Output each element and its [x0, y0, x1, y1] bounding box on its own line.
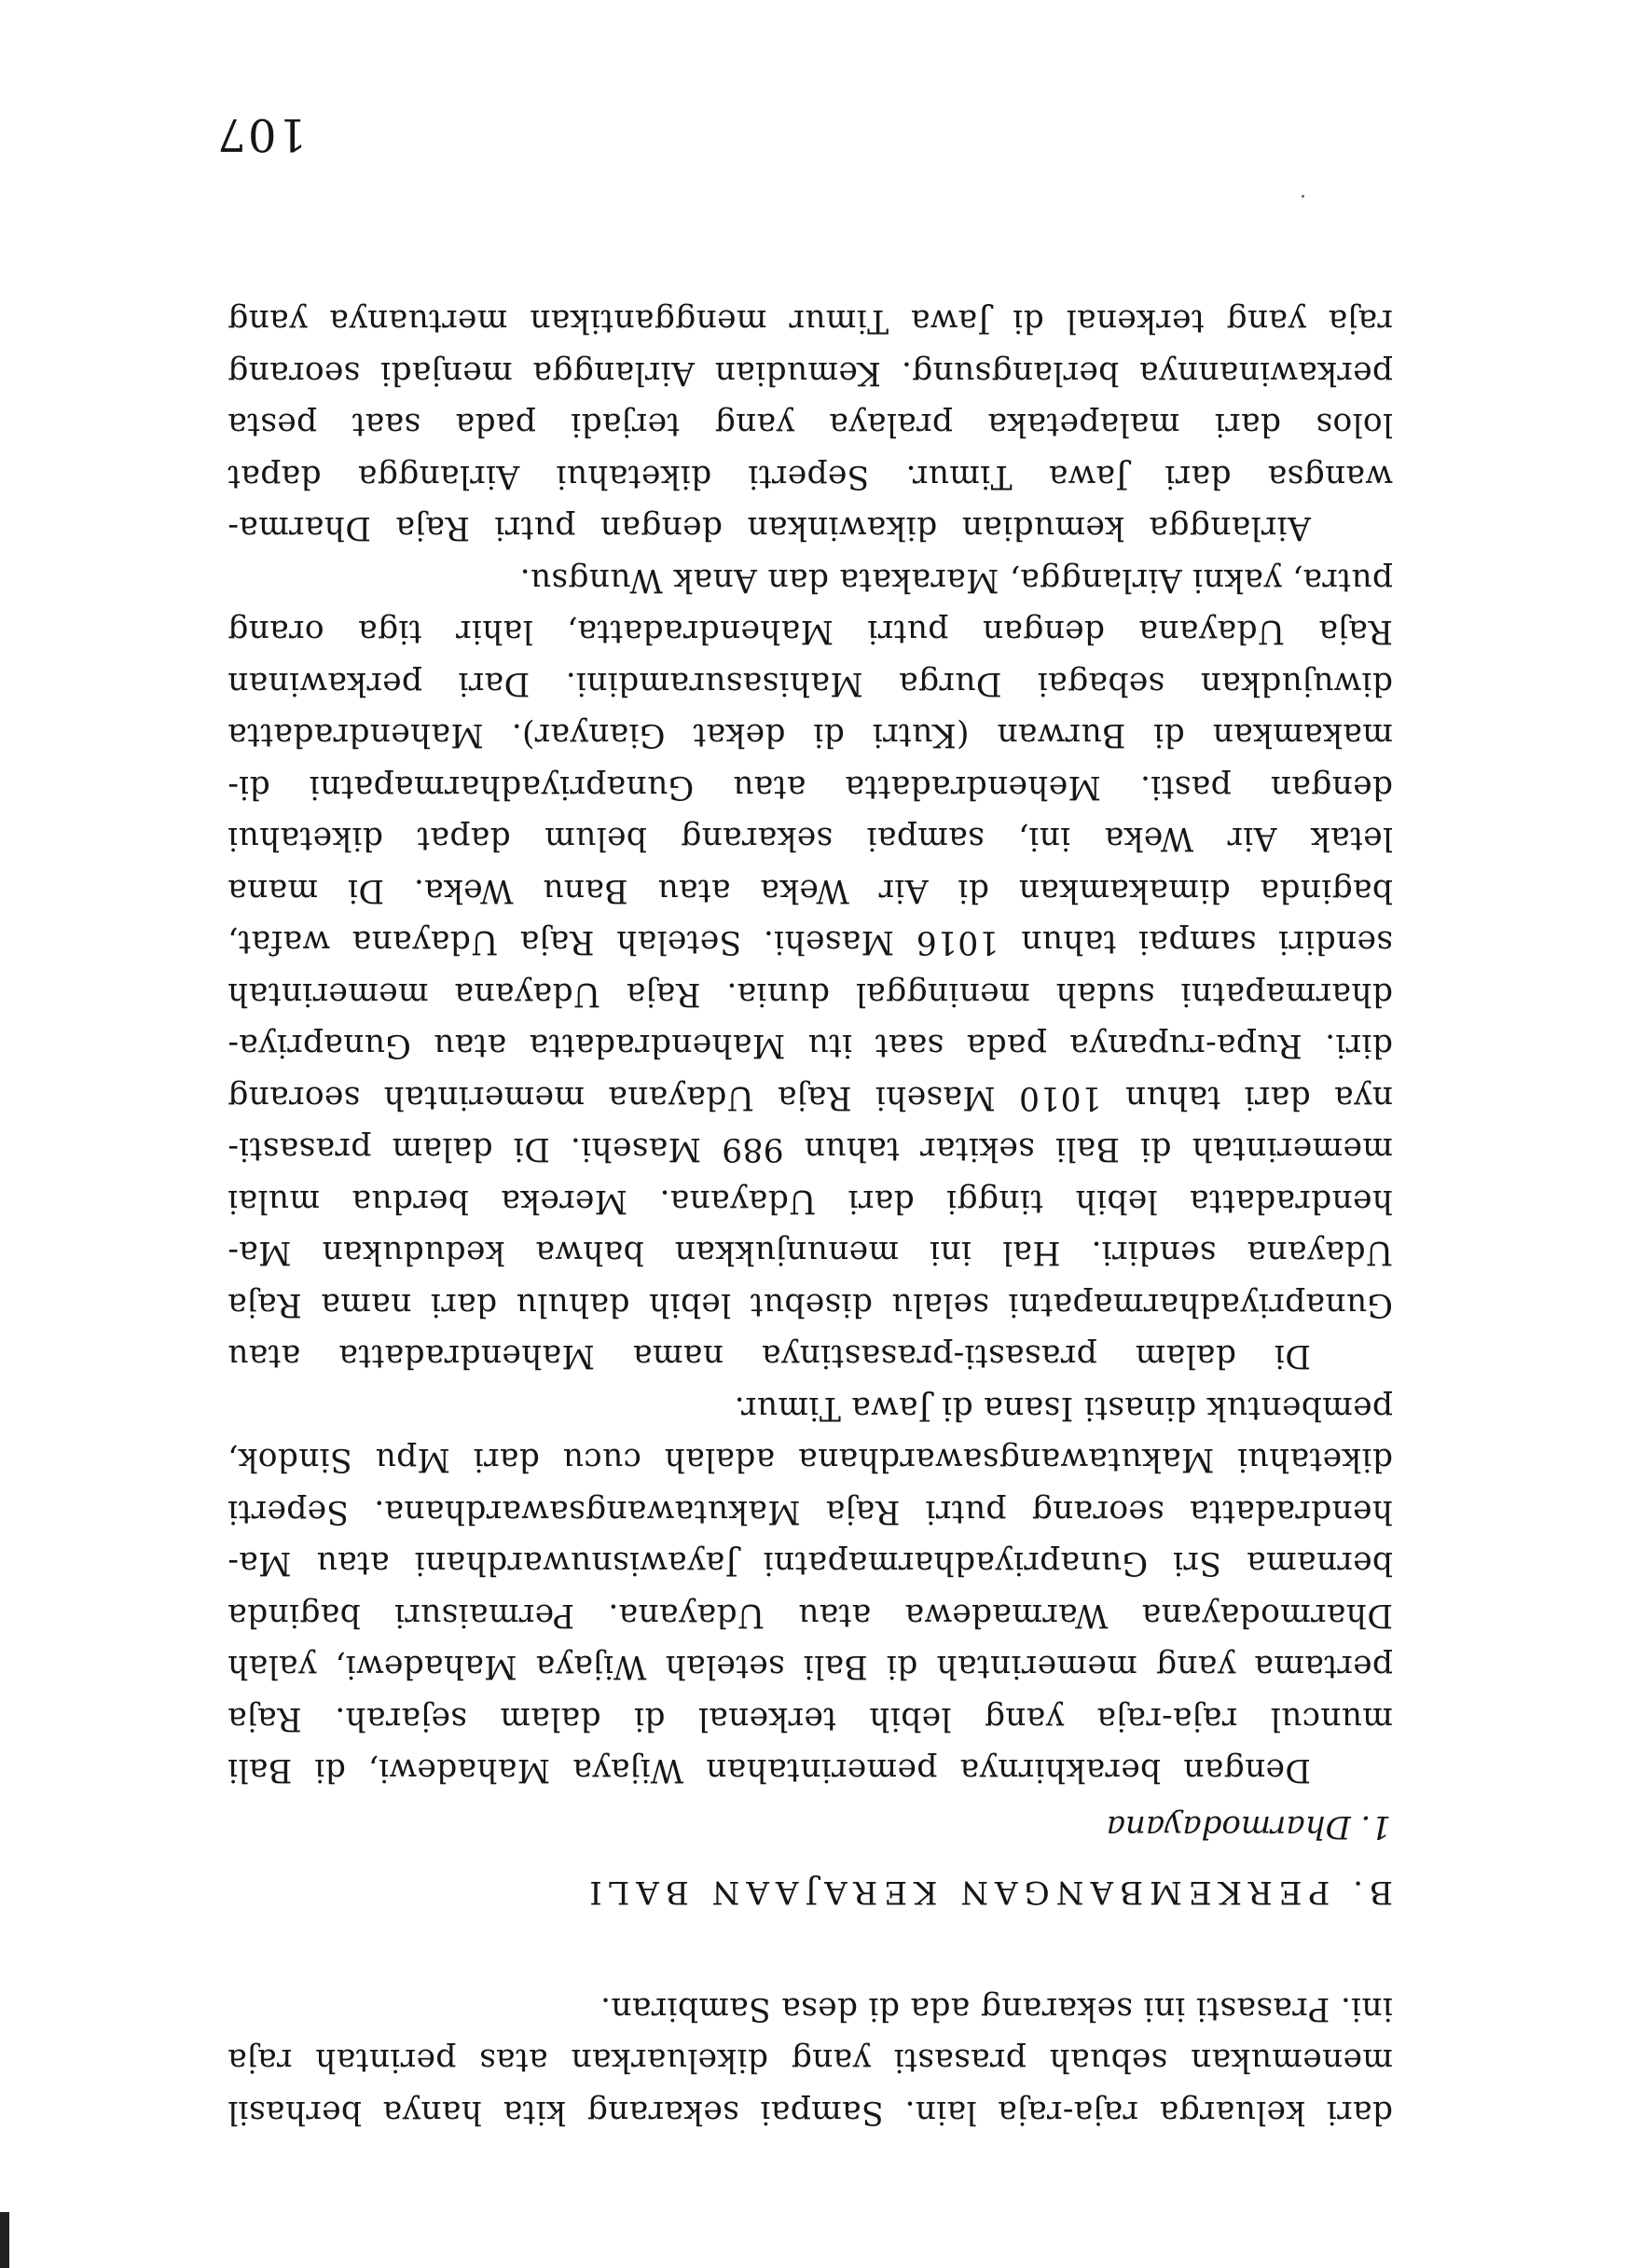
margin-dot [1302, 195, 1304, 198]
text-line: Di dalam prasasti-prasastinya nama Mahendradatta atau [227, 1337, 1311, 1376]
text-line: bernama Sri Gunapriyadharmapatni Jayawisnuwardhani atau Ma- [227, 1544, 1393, 1583]
text-line: diketahui Makutawangsawardhana adalah cucu dari Mpu Sindok, [227, 1441, 1393, 1479]
text-line: wangsa dari Jawa Timur. Seperti diketahui Airlangga dapat [227, 458, 1393, 495]
section-heading: B. PERKEMBANGAN KERAJAAN BALI [583, 1874, 1393, 1912]
text-line: diwujudkan sebagai Durga Mahisasuramdini. Dari perkawinan [227, 665, 1393, 702]
text-line: pertama yang memerintah di Bali setelah Wijaya Mahadewi, yalah [227, 1648, 1393, 1686]
text-line: Gunapriyadharmapatni selalu disebut lebih dahulu dari nama Raja [227, 1286, 1393, 1323]
text-line: raja yang terkenal di Jawa Timur menggantikan mertuanya yang [227, 302, 1393, 340]
text-line: nya dari tahun 1010 Masehi Raja Udayana memerintah seorang [227, 1079, 1393, 1116]
text-line: ini. Prasasti ini sekarang ada di desa Sambiran. [599, 1990, 1393, 2027]
page-content [227, 295, 1393, 2137]
text-line: diri. Rupa-rupanya pada saat itu Mahendradatta atau Gunapriya- [227, 1027, 1393, 1065]
text-line: Dengan berakhirnya pemerintahan Wijaya Mahadewi, di Bali [227, 1751, 1311, 1790]
text-line: sendiri sampai tahun 1016 Masehi. Setelah Raja Udayana wafat, [227, 923, 1393, 961]
text-line: dengan pasti. Mehendradatta atau Gunapriyadharmapatni di- [227, 768, 1393, 806]
text-line: menemukan sebuah prasasti yang dikeluarkan atas perintah raja [227, 2041, 1393, 2080]
text-line: perkawinannya berlangsung. Kemudian Airlangga menjadi seorang [227, 354, 1393, 392]
subsection-heading: 1. Dharmodayana [1106, 1808, 1391, 1846]
text-line: baginda dimakamkan di Air Weka atau Banu Weka. Di mana [227, 872, 1393, 909]
text-line: muncul raja-raja yang lebih terkenal di dalam sejarah. Raja [227, 1700, 1393, 1737]
page-number: 107 [215, 108, 307, 160]
text-line: hendradatta lebih tinggi dari Udayana. Mereka berdua mulai [227, 1182, 1393, 1220]
text-line: dari keluarga raja-raja lain. Sampai sekarang kita hanya berhasil [227, 2094, 1393, 2131]
scan-edge-mark [0, 2212, 9, 2268]
text-line: dharmapatni sudah meninggal dunia. Raja Udayana memerintah [227, 975, 1393, 1013]
intro-paragraph [227, 1983, 1393, 2138]
text-line: letak Air Weka ini, sampai sekarang belum dapat diketahui [227, 820, 1393, 858]
text-line: hendradatta seorang putri Raja Makutawangsawardhana. Seperti [227, 1493, 1393, 1530]
text-line: memerintah di Bali sekitar tahun 989 Masehi. Di dalam prasasti- [227, 1130, 1393, 1169]
paragraph-1 [227, 1382, 1393, 1796]
text-line: Airlangga kemudian dikawinkan dengan putri Raja Dharma- [227, 509, 1311, 547]
text-line: putra, yakni Airlangga, Marakata dan Anak Wungsu. [519, 561, 1393, 599]
paragraph-2 [227, 554, 1393, 1382]
text-line: pembentuk dinasti Isana di Jawa Timur. [734, 1390, 1393, 1427]
text-line: Dharmodayana Warmadewa atau Udayana. Permaisuri baginda [227, 1597, 1393, 1634]
text-line: makamkan di Burwan (Kutri di dekat Gianyar). Mahendradatta [227, 716, 1393, 754]
text-line: Raja Udayana dengan putri Mahendradatta, lahir tiga orang [227, 613, 1393, 651]
text-line: lolos dari malapetaka pralaya yang terjadi pada saat pesta [227, 406, 1393, 444]
paragraph-3 [227, 295, 1393, 554]
text-line: Udayana sendiri. Hal ini menunjukkan bahwa kedudukan Ma- [227, 1234, 1393, 1272]
